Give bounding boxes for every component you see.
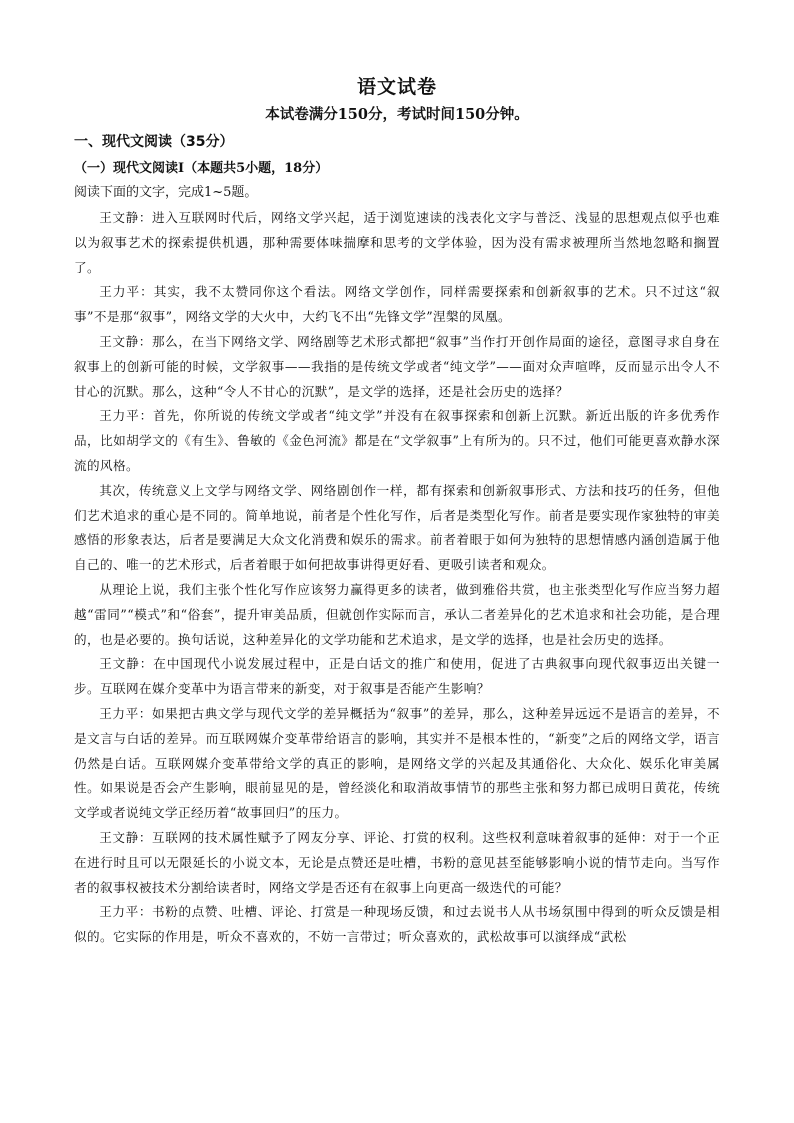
exam-subtitle: 本试卷满分150分，考试时间150分钟。 <box>265 106 529 123</box>
reading-instruction: 阅读下面的文字，完成1~5题。 <box>74 185 258 200</box>
paragraph: 王力平：如果把古典文学与现代文学的差异概括为“叙事”的差异，那么，这种差异远远不是语言的差异，不是文言与白话的差异。而互联网媒介变革带给语言的影响，其实并不是根本性的，“新变”之后的网络文学，语言仍然是白话。互联网媒介变革带给文学的真正的影响，是网络文学的兴起及其通俗化、大众化、娱乐化审美属性。如果说是否会产生影响，眼前显见的是，曾经淡化和取消故事情节的那些主张和努力都已成明日黄花，传统文学或者说纯文学正经历着“故事回归”的压力。 <box>74 705 720 821</box>
paragraph: 王文静：在中国现代小说发展过程中，正是白话文的推广和使用，促进了古典叙事向现代叙事迈出关键一步。互联网在媒介变革中为语言带来的新变，对于叙事是否能产生影响？ <box>74 656 720 697</box>
paragraph: 王文静：互联网的技术属性赋予了网友分享、评论、打赏的权利。这些权利意味着叙事的延伸：对于一个正在进行时且可以无限延长的小说文本，无论是点赞还是吐槽，书粉的意见甚至能够影响小说的情节走向。当写作者的叙事权被技术分割给读者时，网络文学是否还有在叙事上向更高一级迭代的可能？ <box>74 829 720 895</box>
subsection-heading: （一）现代文阅读Ⅰ（本题共5小题，18分） <box>74 161 329 176</box>
paragraph: 王文静：那么，在当下网络文学、网络剧等艺术形式都把“叙事”当作打开创作局面的途径，意图寻求自身在叙事上的创新可能的时候，文学叙事——我指的是传统文学或者“纯文学”——面对众声喧哗，反而显示出令人不甘心的沉默。那么，这种“令人不甘心的沉默”，是文学的选择，还是社会历史的选择？ <box>74 333 720 399</box>
passage-body <box>74 206 720 950</box>
paragraph: 从理论上说，我们主张个性化写作应该努力赢得更多的读者，做到雅俗共赏，也主张类型化写作应当努力超越“雷同”“模式”和“俗套”，提升审美品质，但就创作实际而言，承认二者差异化的艺术追求和社会功能，是合理的，也是必要的。换句话说，这种差异化的文学功能和艺术追求，是文学的选择，也是社会历史的选择。 <box>74 581 720 647</box>
exam-title: 语文试卷 <box>356 76 437 98</box>
section-heading: 一、现代文阅读（35分） <box>74 134 234 150</box>
paragraph: 王力平：首先，你所说的传统文学或者“纯文学”并没有在叙事探索和创新上沉默。新近出版的许多优秀作品，比如胡学文的《有生》、鲁敏的《金色河流》都是在“文学叙事”上有所为的。只不过，他们可能更喜欢静水深流的风格。 <box>74 408 720 473</box>
paragraph: 其次，传统意义上文学与网络文学、网络剧创作一样，都有探索和创新叙事形式、方法和技巧的任务，但他们艺术追求的重心是不同的。简单地说，前者是个性化写作，后者是类型化写作。前者是要实现作家独特的审美感悟的形象表达，后者是要满足大众文化消费和娱乐的需求。前者着眼于如何为独特的思想情感内涵创造属于他自己的、唯一的艺术形式，后者着眼于如何把故事讲得更好看、更吸引读者和观众。 <box>74 482 720 573</box>
paragraph: 王力平：其实，我不太赞同你这个看法。网络文学创作，同样需要探索和创新叙事的艺术。只不过这“叙事”不是那“叙事”，网络文学的大火中，大约飞不出“先锋文学”涅槃的凤凰。 <box>74 284 720 325</box>
paragraph: 王力平：书粉的点赞、吐槽、评论、打赏是一种现场反馈，和过去说书人从书场氛围中得到的听众反馈是相似的。它实际的作用是，听众不喜欢的，不妨一言带过；听众喜欢的，武松故事可以演绎成“武松 <box>74 904 720 945</box>
paragraph: 王文静：进入互联网时代后，网络文学兴起，适于浏览速读的浅表化文字与普泛、浅显的思想观点似乎也难以为叙事艺术的探索提供机遇，那种需要体味揣摩和思考的文学体验，因为没有需求被理所当然地忽略和搁置了。 <box>74 210 720 275</box>
